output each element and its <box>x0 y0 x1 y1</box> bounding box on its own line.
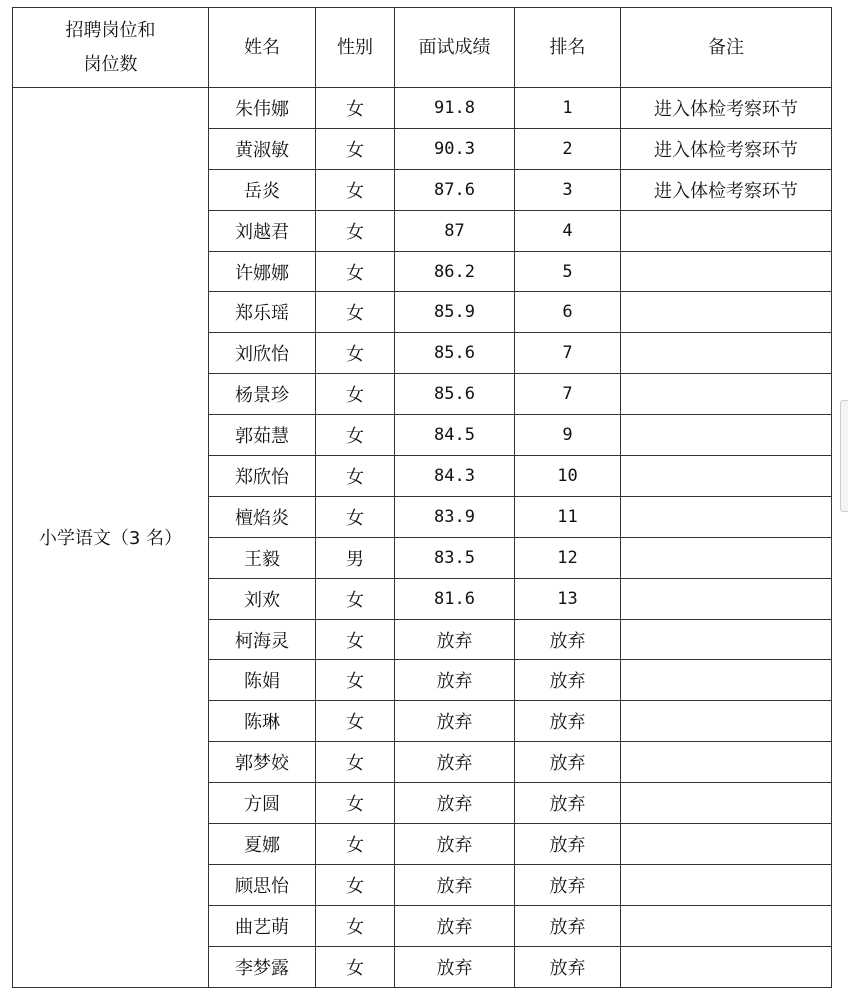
name-cell: 方圆 <box>209 783 316 824</box>
remark-cell <box>621 946 832 987</box>
rank-cell: 放弃 <box>515 701 621 742</box>
name-cell: 夏娜 <box>209 824 316 865</box>
gender-cell: 女 <box>316 701 395 742</box>
name-cell: 郑乐瑶 <box>209 292 316 333</box>
score-cell: 放弃 <box>395 742 515 783</box>
remark-cell <box>621 578 832 619</box>
header-score: 面试成绩 <box>395 8 515 88</box>
gender-cell: 女 <box>316 946 395 987</box>
name-cell: 王毅 <box>209 537 316 578</box>
rank-cell: 7 <box>515 374 621 415</box>
score-cell: 83.9 <box>395 496 515 537</box>
remark-cell <box>621 905 832 946</box>
gender-cell: 女 <box>316 824 395 865</box>
gender-cell: 女 <box>316 783 395 824</box>
score-cell: 放弃 <box>395 783 515 824</box>
results-table <box>12 7 832 988</box>
name-cell: 刘欣怡 <box>209 333 316 374</box>
score-cell: 85.6 <box>395 333 515 374</box>
name-cell: 郭茹慧 <box>209 415 316 456</box>
score-cell: 放弃 <box>395 905 515 946</box>
name-cell: 黄淑敏 <box>209 128 316 169</box>
gender-cell: 女 <box>316 619 395 660</box>
score-cell: 放弃 <box>395 701 515 742</box>
header-rank: 排名 <box>515 8 621 88</box>
rank-cell: 放弃 <box>515 619 621 660</box>
remark-cell <box>621 864 832 905</box>
name-cell: 顾思怡 <box>209 864 316 905</box>
name-cell: 刘欢 <box>209 578 316 619</box>
remark-cell <box>621 292 832 333</box>
rank-cell: 放弃 <box>515 660 621 701</box>
remark-cell <box>621 824 832 865</box>
table-row <box>13 88 832 129</box>
gender-cell: 女 <box>316 88 395 129</box>
gender-cell: 女 <box>316 292 395 333</box>
rank-cell: 放弃 <box>515 905 621 946</box>
rank-cell: 放弃 <box>515 824 621 865</box>
remark-cell <box>621 374 832 415</box>
gender-cell: 女 <box>316 415 395 456</box>
remark-cell: 进入体检考察环节 <box>621 88 832 129</box>
score-cell: 放弃 <box>395 824 515 865</box>
remark-cell <box>621 537 832 578</box>
remark-cell <box>621 333 832 374</box>
score-cell: 81.6 <box>395 578 515 619</box>
score-cell: 86.2 <box>395 251 515 292</box>
rank-cell: 1 <box>515 88 621 129</box>
rank-cell: 11 <box>515 496 621 537</box>
rank-cell: 放弃 <box>515 742 621 783</box>
remark-cell: 进入体检考察环节 <box>621 128 832 169</box>
remark-cell <box>621 496 832 537</box>
score-cell: 84.3 <box>395 456 515 497</box>
name-cell: 李梦露 <box>209 946 316 987</box>
header-name: 姓名 <box>209 8 316 88</box>
rank-cell: 放弃 <box>515 783 621 824</box>
rank-cell: 放弃 <box>515 864 621 905</box>
rank-cell: 放弃 <box>515 946 621 987</box>
gender-cell: 女 <box>316 742 395 783</box>
score-cell: 83.5 <box>395 537 515 578</box>
rank-cell: 10 <box>515 456 621 497</box>
remark-cell <box>621 251 832 292</box>
score-cell: 放弃 <box>395 660 515 701</box>
remark-cell <box>621 415 832 456</box>
name-cell: 陈娟 <box>209 660 316 701</box>
gender-cell: 女 <box>316 333 395 374</box>
score-cell: 87 <box>395 210 515 251</box>
score-cell: 放弃 <box>395 864 515 905</box>
score-cell: 84.5 <box>395 415 515 456</box>
score-cell: 91.8 <box>395 88 515 129</box>
rank-cell: 5 <box>515 251 621 292</box>
rank-cell: 2 <box>515 128 621 169</box>
name-cell: 檀焰炎 <box>209 496 316 537</box>
score-cell: 放弃 <box>395 946 515 987</box>
header-remark: 备注 <box>621 8 832 88</box>
gender-cell: 女 <box>316 169 395 210</box>
gender-cell: 女 <box>316 456 395 497</box>
name-cell: 岳炎 <box>209 169 316 210</box>
remark-cell <box>621 210 832 251</box>
name-cell: 陈琳 <box>209 701 316 742</box>
name-cell: 刘越君 <box>209 210 316 251</box>
header-row <box>13 8 832 88</box>
remark-cell <box>621 660 832 701</box>
rank-cell: 12 <box>515 537 621 578</box>
remark-cell <box>621 783 832 824</box>
rank-cell: 4 <box>515 210 621 251</box>
rank-cell: 3 <box>515 169 621 210</box>
remark-cell <box>621 456 832 497</box>
gender-cell: 女 <box>316 905 395 946</box>
score-cell: 90.3 <box>395 128 515 169</box>
gender-cell: 女 <box>316 864 395 905</box>
gender-cell: 女 <box>316 128 395 169</box>
score-cell: 87.6 <box>395 169 515 210</box>
gender-cell: 女 <box>316 374 395 415</box>
rank-cell: 9 <box>515 415 621 456</box>
gender-cell: 女 <box>316 251 395 292</box>
rank-cell: 6 <box>515 292 621 333</box>
score-cell: 85.9 <box>395 292 515 333</box>
remark-cell <box>621 742 832 783</box>
remark-cell: 进入体检考察环节 <box>621 169 832 210</box>
name-cell: 郭梦姣 <box>209 742 316 783</box>
rank-cell: 13 <box>515 578 621 619</box>
gender-cell: 女 <box>316 660 395 701</box>
gender-cell: 女 <box>316 578 395 619</box>
name-cell: 曲艺萌 <box>209 905 316 946</box>
name-cell: 郑欣怡 <box>209 456 316 497</box>
header-gender: 性别 <box>316 8 395 88</box>
name-cell: 柯海灵 <box>209 619 316 660</box>
gender-cell: 女 <box>316 496 395 537</box>
scrollbar[interactable] <box>840 400 848 512</box>
gender-cell: 女 <box>316 210 395 251</box>
name-cell: 杨景珍 <box>209 374 316 415</box>
rank-cell: 7 <box>515 333 621 374</box>
score-cell: 85.6 <box>395 374 515 415</box>
remark-cell <box>621 701 832 742</box>
name-cell: 朱伟娜 <box>209 88 316 129</box>
header-position: 招聘岗位和 岗位数 <box>13 8 209 88</box>
gender-cell: 男 <box>316 537 395 578</box>
position-cell: 小学语文（3 名） <box>13 88 209 988</box>
remark-cell <box>621 619 832 660</box>
name-cell: 许娜娜 <box>209 251 316 292</box>
score-cell: 放弃 <box>395 619 515 660</box>
